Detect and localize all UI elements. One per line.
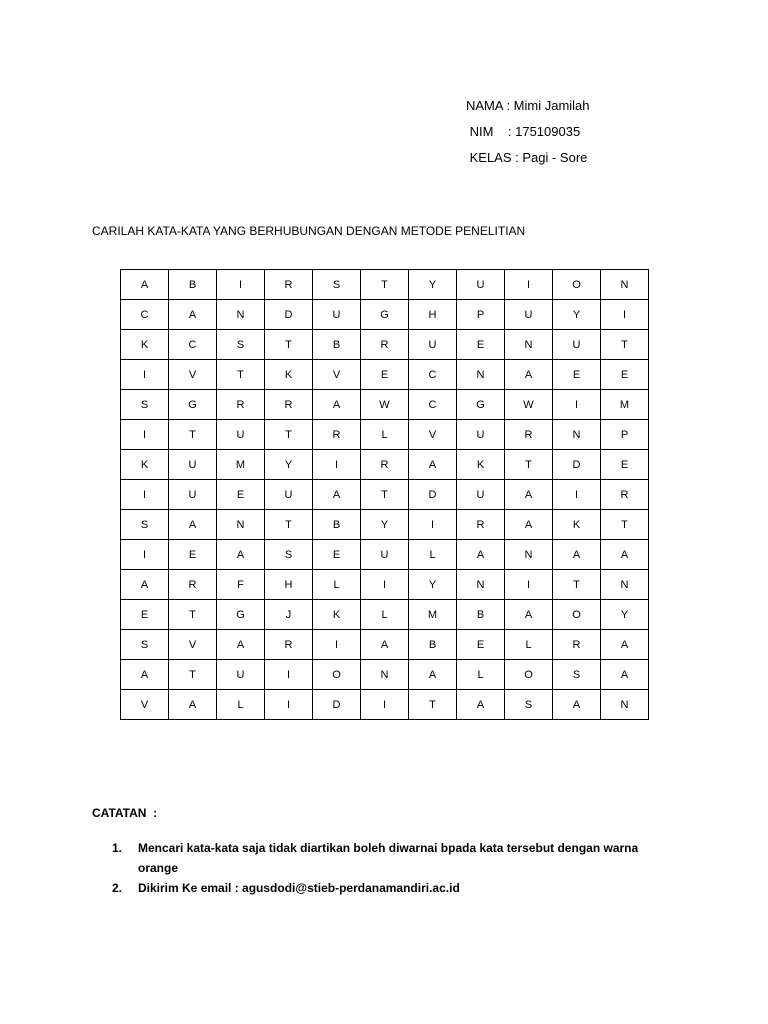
grid-row <box>121 390 649 420</box>
grid-cell: A <box>217 630 265 660</box>
grid-cell: A <box>313 480 361 510</box>
grid-cell: I <box>313 450 361 480</box>
grid-cell: R <box>553 630 601 660</box>
grid-row <box>121 450 649 480</box>
grid-cell: A <box>553 540 601 570</box>
grid-cell: T <box>169 420 217 450</box>
grid-cell: W <box>361 390 409 420</box>
grid-cell: C <box>409 360 457 390</box>
grid-cell: M <box>409 600 457 630</box>
grid-cell: A <box>457 690 505 720</box>
grid-cell: K <box>313 600 361 630</box>
grid-row <box>121 600 649 630</box>
grid-cell: L <box>505 630 553 660</box>
grid-cell: L <box>457 660 505 690</box>
grid-cell: U <box>313 300 361 330</box>
grid-row <box>121 660 649 690</box>
grid-cell: O <box>553 270 601 300</box>
grid-row <box>121 420 649 450</box>
grid-cell: Y <box>409 570 457 600</box>
grid-cell: L <box>409 540 457 570</box>
grid-cell: A <box>409 660 457 690</box>
grid-cell: N <box>217 300 265 330</box>
grid-row <box>121 480 649 510</box>
grid-cell: U <box>265 480 313 510</box>
grid-cell: O <box>553 600 601 630</box>
grid-cell: R <box>505 420 553 450</box>
grid-cell: V <box>313 360 361 390</box>
note-text: Dikirim Ke email : agusdodi@stieb-perdanamandiri.ac.id <box>138 881 460 895</box>
grid-cell: T <box>217 360 265 390</box>
grid-cell: L <box>217 690 265 720</box>
grid-cell: T <box>265 510 313 540</box>
grid-cell: U <box>505 300 553 330</box>
grid-cell: U <box>409 330 457 360</box>
grid-cell: B <box>313 330 361 360</box>
student-class: KELAS : Pagi - Sore <box>466 150 588 165</box>
grid-cell: T <box>265 420 313 450</box>
grid-cell: A <box>601 660 649 690</box>
grid-cell: G <box>457 390 505 420</box>
notes-list <box>92 838 662 898</box>
grid-cell: G <box>169 390 217 420</box>
grid-cell: R <box>457 510 505 540</box>
grid-cell: K <box>553 510 601 540</box>
grid-cell: K <box>121 330 169 360</box>
identity-block <box>466 93 590 171</box>
grid-cell: I <box>553 480 601 510</box>
grid-cell: I <box>505 270 553 300</box>
grid-cell: N <box>457 360 505 390</box>
grid-row <box>121 330 649 360</box>
grid-cell: R <box>265 390 313 420</box>
grid-cell: E <box>121 600 169 630</box>
grid-cell: I <box>121 420 169 450</box>
grid-cell: I <box>121 540 169 570</box>
grid-cell: I <box>121 480 169 510</box>
grid-cell: A <box>361 630 409 660</box>
grid-cell: Y <box>601 600 649 630</box>
grid-cell: W <box>505 390 553 420</box>
grid-cell: N <box>361 660 409 690</box>
grid-cell: E <box>553 360 601 390</box>
grid-cell: A <box>169 300 217 330</box>
grid-cell: M <box>601 390 649 420</box>
grid-cell: N <box>505 330 553 360</box>
grid-cell: S <box>553 660 601 690</box>
grid-cell: A <box>601 630 649 660</box>
grid-cell: T <box>505 450 553 480</box>
grid-cell: I <box>553 390 601 420</box>
grid-cell: C <box>169 330 217 360</box>
grid-cell: A <box>313 390 361 420</box>
grid-cell: S <box>265 540 313 570</box>
grid-cell: A <box>601 540 649 570</box>
grid-row <box>121 630 649 660</box>
grid-cell: O <box>313 660 361 690</box>
grid-cell: A <box>457 540 505 570</box>
grid-cell: R <box>313 420 361 450</box>
grid-cell: B <box>169 270 217 300</box>
grid-cell: P <box>457 300 505 330</box>
grid-cell: S <box>121 390 169 420</box>
grid-cell: A <box>169 690 217 720</box>
grid-cell: I <box>265 690 313 720</box>
note-text: Mencari kata-kata saja tidak diartikan boleh diwarnai bpada kata tersebut dengan warna orange <box>138 841 639 875</box>
grid-cell: T <box>409 690 457 720</box>
grid-cell: U <box>217 420 265 450</box>
grid-cell: T <box>601 330 649 360</box>
grid-cell: E <box>457 330 505 360</box>
grid-cell: C <box>409 390 457 420</box>
grid-row <box>121 300 649 330</box>
grid-cell: T <box>265 330 313 360</box>
grid-cell: T <box>553 570 601 600</box>
note-number: 2. <box>112 881 123 895</box>
grid-cell: N <box>553 420 601 450</box>
grid-row <box>121 540 649 570</box>
grid-cell: I <box>313 630 361 660</box>
grid-cell: Y <box>553 300 601 330</box>
grid-cell: U <box>169 450 217 480</box>
grid-cell: M <box>217 450 265 480</box>
grid-cell: Y <box>361 510 409 540</box>
grid-cell: A <box>505 360 553 390</box>
grid-row <box>121 510 649 540</box>
instruction-heading: CARILAH KATA-KATA YANG BERHUBUNGAN DENGAN METODE PENELITIAN <box>92 224 526 238</box>
grid-cell: E <box>217 480 265 510</box>
grid-cell: Y <box>265 450 313 480</box>
grid-cell: R <box>265 630 313 660</box>
grid-cell: U <box>553 330 601 360</box>
grid-cell: L <box>313 570 361 600</box>
grid-cell: A <box>217 540 265 570</box>
grid-cell: R <box>265 270 313 300</box>
grid-cell: A <box>169 510 217 540</box>
grid-cell: I <box>361 690 409 720</box>
grid-cell: A <box>505 510 553 540</box>
grid-cell: N <box>601 270 649 300</box>
grid-cell: K <box>457 450 505 480</box>
grid-cell: Y <box>409 270 457 300</box>
grid-cell: R <box>361 450 409 480</box>
grid-cell: I <box>505 570 553 600</box>
grid-cell: B <box>457 600 505 630</box>
grid-cell: S <box>217 330 265 360</box>
grid-cell: A <box>505 480 553 510</box>
note-number: 1. <box>112 841 123 855</box>
grid-cell: T <box>361 480 409 510</box>
grid-cell: A <box>505 600 553 630</box>
grid-cell: F <box>217 570 265 600</box>
grid-cell: A <box>121 570 169 600</box>
grid-cell: U <box>457 270 505 300</box>
grid-cell: V <box>409 420 457 450</box>
grid-cell: S <box>505 690 553 720</box>
grid-cell: U <box>169 480 217 510</box>
grid-cell: K <box>265 360 313 390</box>
grid-cell: C <box>121 300 169 330</box>
grid-cell: R <box>217 390 265 420</box>
grid-cell: O <box>505 660 553 690</box>
notes-title: CATATAN : <box>92 806 158 820</box>
grid-cell: E <box>601 360 649 390</box>
grid-cell: V <box>121 690 169 720</box>
grid-cell: E <box>457 630 505 660</box>
grid-cell: D <box>553 450 601 480</box>
grid-cell: L <box>361 600 409 630</box>
grid-cell: I <box>361 570 409 600</box>
grid-cell: S <box>121 510 169 540</box>
grid-cell: G <box>217 600 265 630</box>
grid-cell: A <box>409 450 457 480</box>
grid-cell: A <box>553 690 601 720</box>
grid-cell: B <box>313 510 361 540</box>
grid-cell: E <box>601 450 649 480</box>
grid-cell: U <box>457 480 505 510</box>
grid-cell: D <box>265 300 313 330</box>
grid-cell: I <box>409 510 457 540</box>
grid-cell: A <box>121 270 169 300</box>
grid-cell: R <box>169 570 217 600</box>
grid-cell: I <box>601 300 649 330</box>
grid-cell: D <box>313 690 361 720</box>
grid-cell: N <box>601 690 649 720</box>
grid-cell: R <box>361 330 409 360</box>
grid-cell: V <box>169 360 217 390</box>
grid-cell: I <box>121 360 169 390</box>
grid-cell: L <box>361 420 409 450</box>
grid-cell: T <box>601 510 649 540</box>
grid-cell: U <box>361 540 409 570</box>
grid-cell: H <box>265 570 313 600</box>
word-search-grid <box>120 269 649 720</box>
note-item <box>92 878 662 898</box>
grid-row <box>121 570 649 600</box>
grid-cell: G <box>361 300 409 330</box>
grid-cell: S <box>313 270 361 300</box>
grid-cell: U <box>217 660 265 690</box>
grid-cell: R <box>601 480 649 510</box>
grid-cell: E <box>169 540 217 570</box>
grid-cell: A <box>121 660 169 690</box>
grid-row <box>121 360 649 390</box>
grid-row <box>121 690 649 720</box>
grid-cell: I <box>265 660 313 690</box>
grid-cell: K <box>121 450 169 480</box>
grid-cell: P <box>601 420 649 450</box>
grid-cell: N <box>601 570 649 600</box>
grid-cell: T <box>361 270 409 300</box>
grid-cell: T <box>169 600 217 630</box>
grid-cell: E <box>361 360 409 390</box>
grid-cell: N <box>457 570 505 600</box>
grid-cell: N <box>217 510 265 540</box>
grid-cell: N <box>505 540 553 570</box>
grid-cell: U <box>457 420 505 450</box>
student-nim: NIM : 175109035 <box>466 124 581 139</box>
grid-row <box>121 270 649 300</box>
grid-cell: J <box>265 600 313 630</box>
grid-cell: B <box>409 630 457 660</box>
grid-cell: T <box>169 660 217 690</box>
grid-cell: D <box>409 480 457 510</box>
grid-cell: S <box>121 630 169 660</box>
grid-cell: I <box>217 270 265 300</box>
note-item <box>92 838 662 878</box>
grid-cell: H <box>409 300 457 330</box>
grid-cell: E <box>313 540 361 570</box>
student-name: NAMA : Mimi Jamilah <box>466 98 590 113</box>
grid-cell: V <box>169 630 217 660</box>
